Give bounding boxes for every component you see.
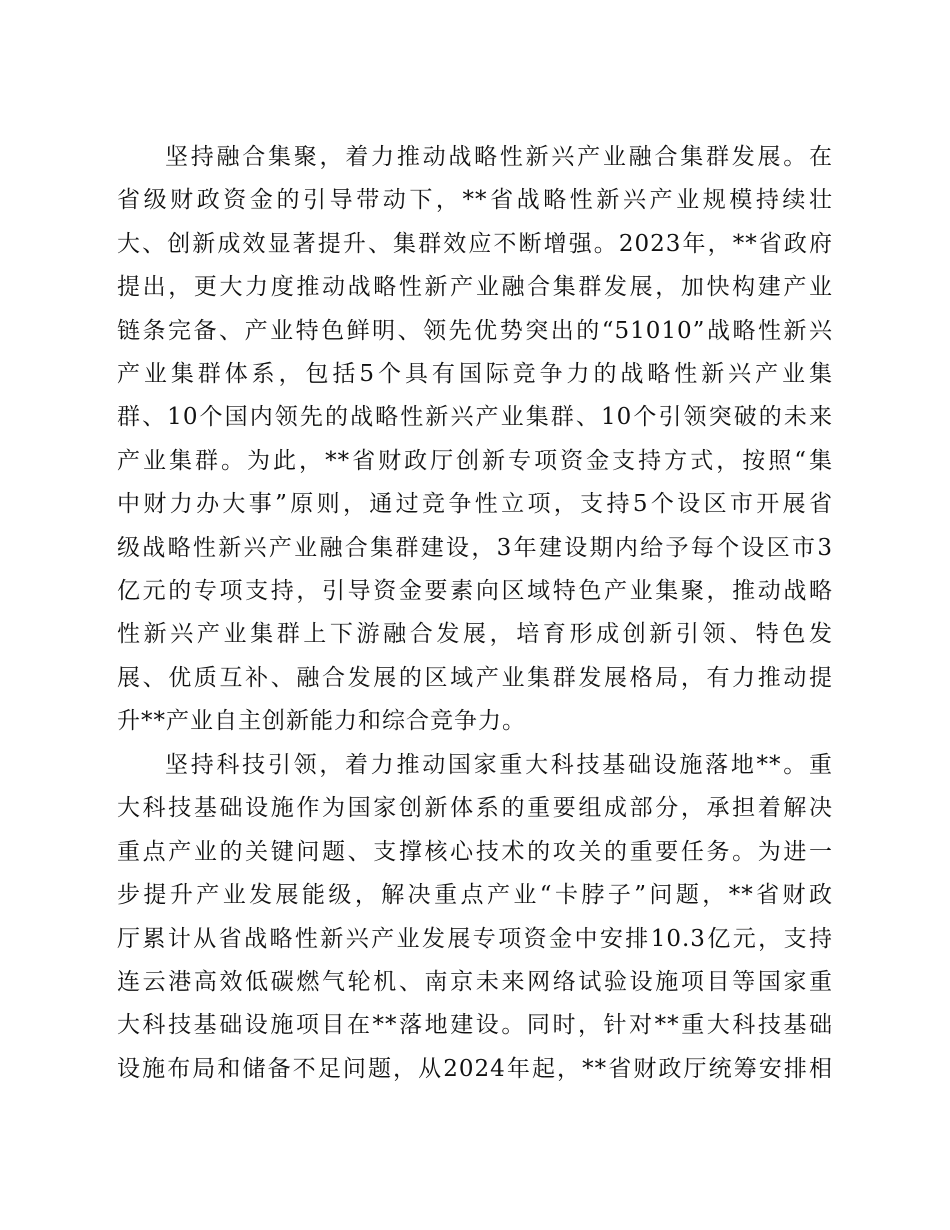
paragraph-line: 链条完备、产业特色鲜明、领先优势突出的“51010”战略性新兴 bbox=[117, 317, 833, 344]
paragraph-line: 提出，更大力度推动战略性新产业融合集群发展，加快构建产业 bbox=[117, 274, 833, 301]
paragraph-line: 省级财政资金的引导带动下，**省战略性新兴产业规模持续壮 bbox=[117, 187, 833, 214]
paragraph-line: 步提升产业发展能级，解决重点产业“卡脖子”问题，**省财政 bbox=[117, 882, 833, 909]
paragraph-line: 产业集群体系，包括5个具有国际竞争力的战略性新兴产业集 bbox=[117, 360, 833, 387]
paragraph-line: 坚持融合集聚，着力推动战略性新兴产业融合集群发展。在 bbox=[165, 144, 833, 170]
paragraph-line: 升**产业自主创新能力和综合竞争力。 bbox=[117, 708, 526, 735]
paragraph-line: 设施布局和储备不足问题，从2024年起，**省财政厅统筹安排相 bbox=[117, 1055, 833, 1082]
paragraph-line: 厅累计从省战略性新兴产业发展专项资金中安排10.3亿元，支持 bbox=[117, 925, 833, 952]
paragraph-line: 产业集群。为此，**省财政厅创新专项资金支持方式，按照“集 bbox=[117, 447, 833, 474]
paragraph-line: 级战略性新兴产业融合集群建设，3年建设期内给予每个设区市3 bbox=[117, 534, 833, 561]
paragraph-line: 大科技基础设施项目在**落地建设。同时，针对**重大科技基础 bbox=[117, 1012, 833, 1039]
paragraph-industrial-clusters bbox=[117, 136, 833, 743]
paragraph-line: 大科技基础设施作为国家创新体系的重要组成部分，承担着解决 bbox=[117, 795, 833, 822]
paragraph-line: 大、创新成效显著提升、集群效应不断增强。2023年，**省政府 bbox=[117, 230, 833, 257]
paragraph-line: 重点产业的关键问题、支撑核心技术的攻关的重要任务。为进一 bbox=[117, 838, 833, 865]
paragraph-line: 展、优质互补、融合发展的区域产业集群发展格局，有力推动提 bbox=[117, 664, 833, 691]
paragraph-line: 性新兴产业集群上下游融合发展，培育形成创新引领、特色发 bbox=[117, 621, 833, 648]
paragraph-line: 坚持科技引领，着力推动国家重大科技基础设施落地**。重 bbox=[165, 752, 833, 778]
paragraph-line: 群、10个国内领先的战略性新兴产业集群、10个引领突破的未来 bbox=[117, 404, 833, 431]
paragraph-line: 中财力办大事”原则，通过竞争性立项，支持5个设区市开展省 bbox=[117, 491, 833, 518]
paragraph-science-infrastructure bbox=[117, 744, 833, 1091]
paragraph-line: 连云港高效低碳燃气轮机、南京未来网络试验设施项目等国家重 bbox=[117, 968, 833, 995]
paragraph-line: 亿元的专项支持，引导资金要素向区域特色产业集聚，推动战略 bbox=[117, 577, 833, 604]
